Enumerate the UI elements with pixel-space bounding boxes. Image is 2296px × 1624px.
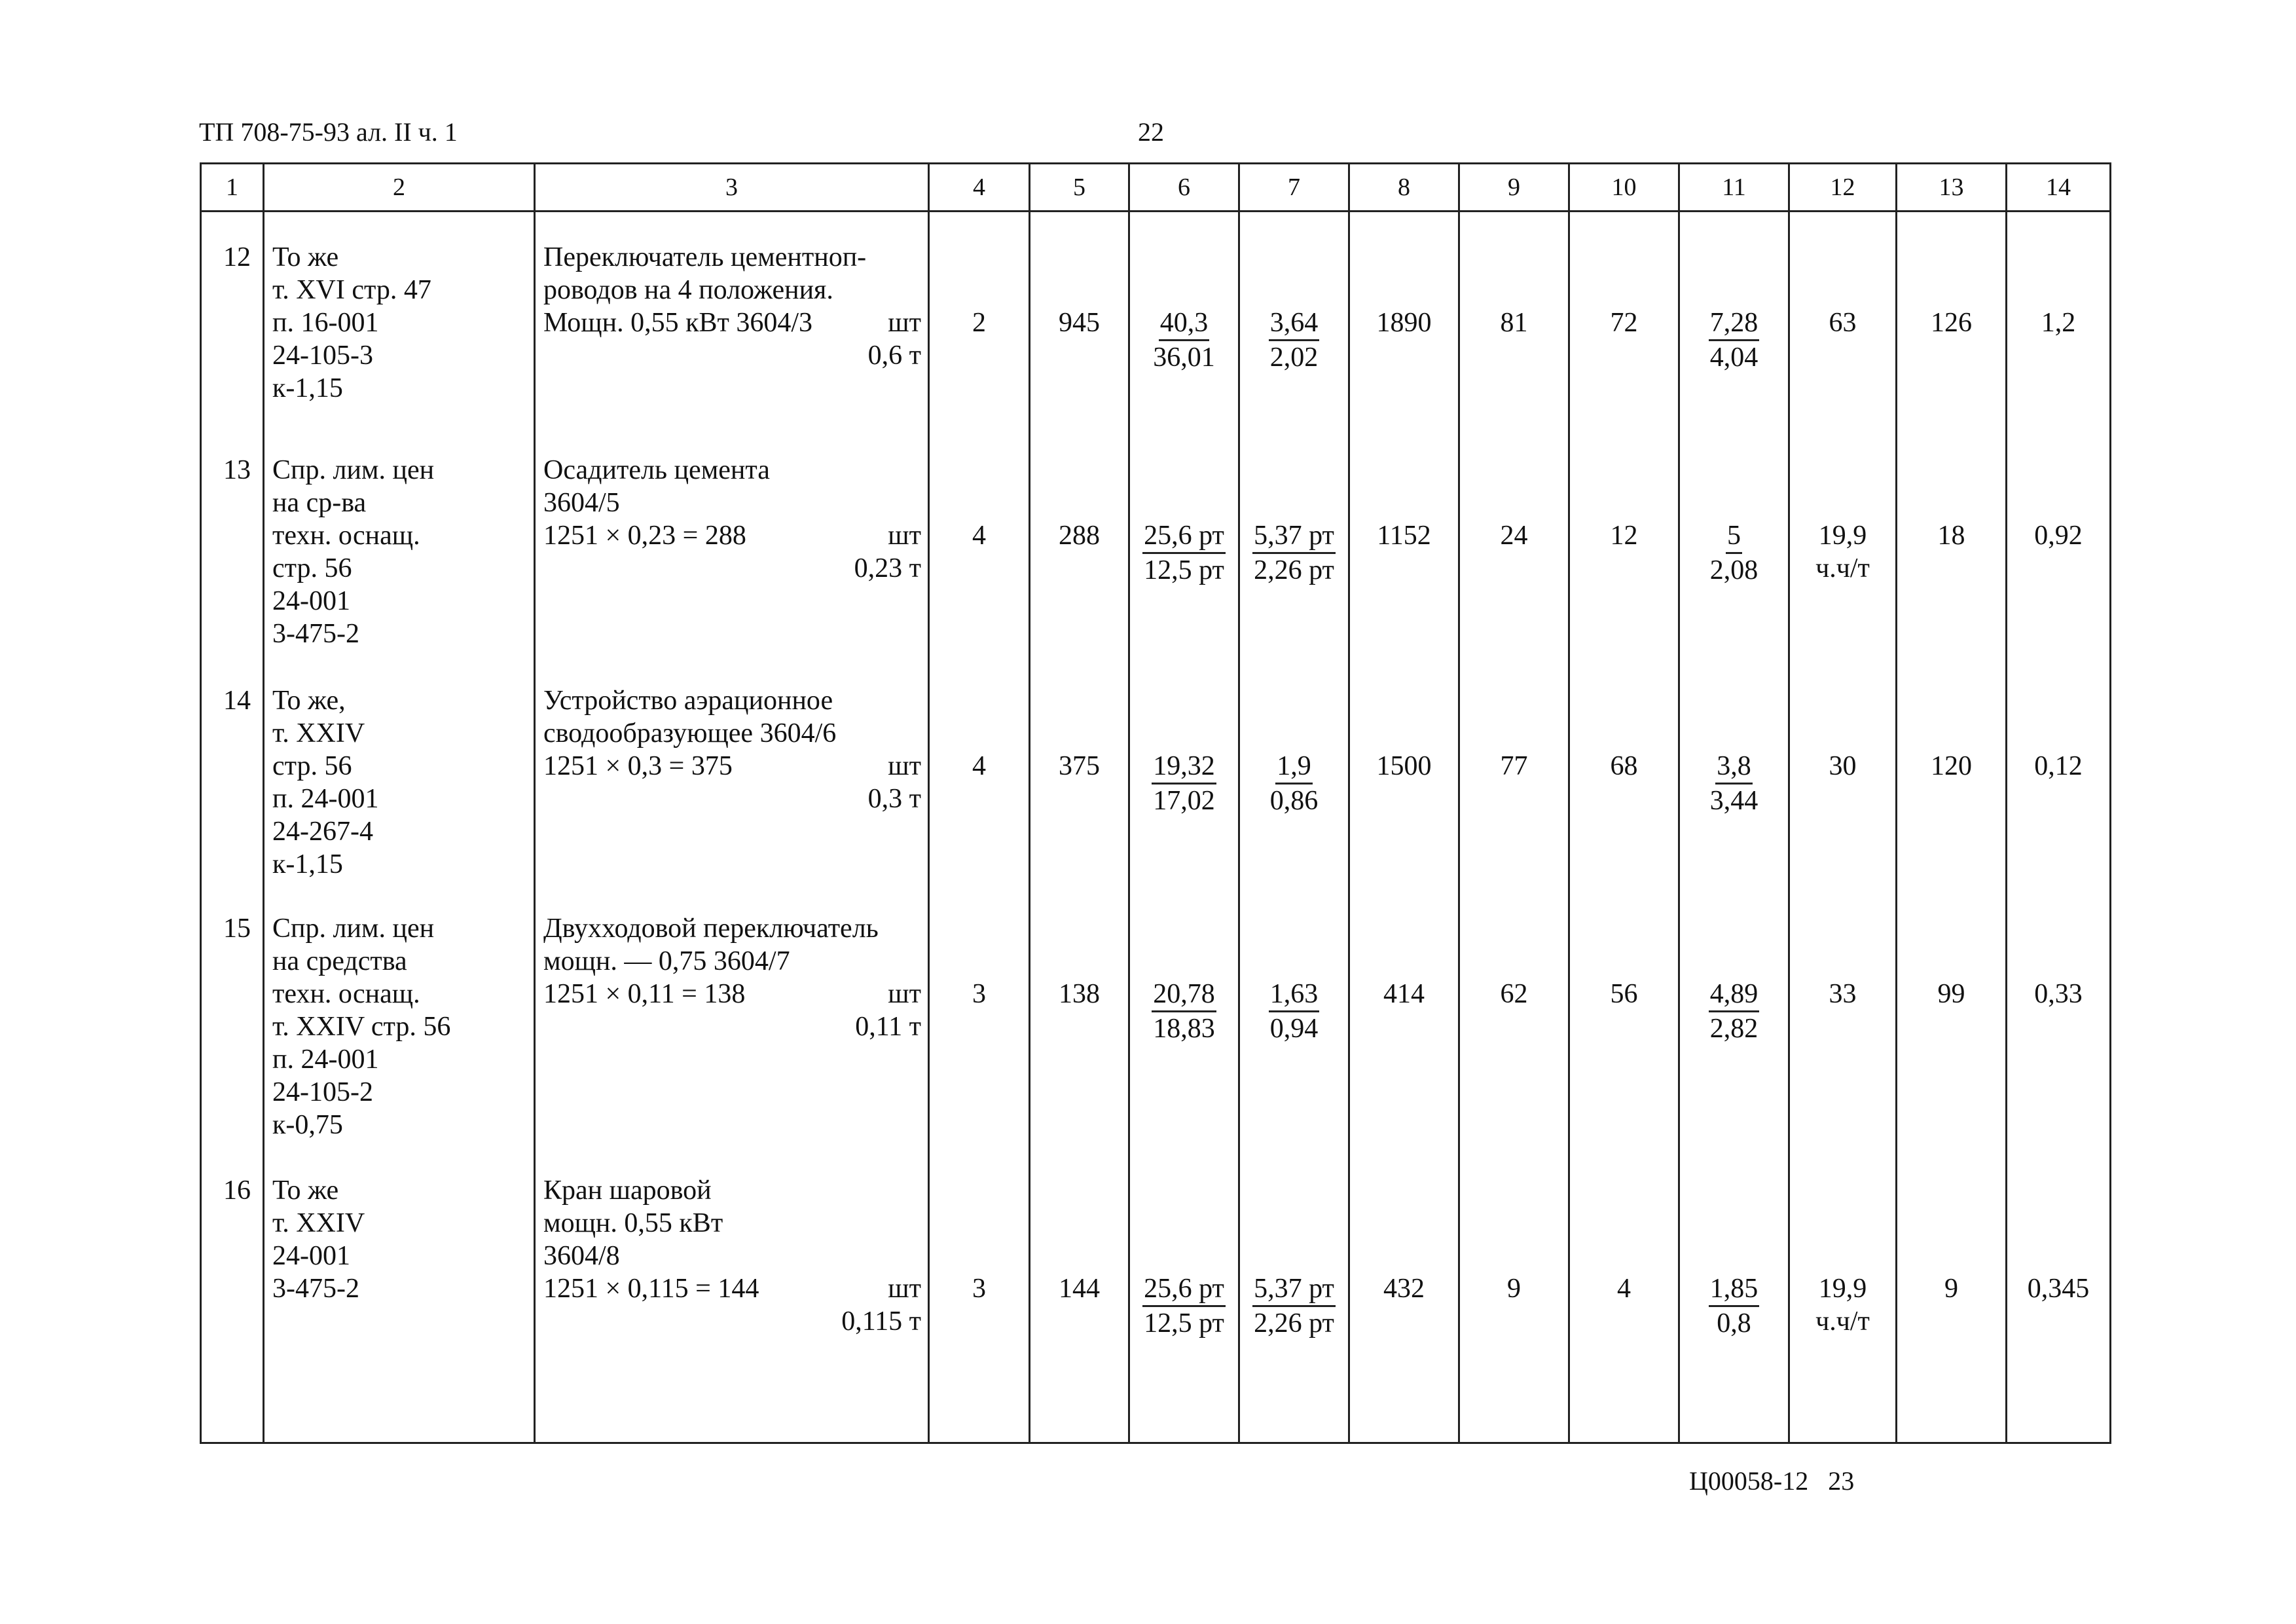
source-line: к-1,15 [272,373,343,403]
cell-col-5: 144 [1030,1160,1129,1443]
labor-unit: ч.ч/т [1815,553,1870,583]
cell-col-5: 138 [1030,898,1129,1160]
fraction-denominator: 2,08 [1709,555,1758,585]
source-line: на средства [272,946,407,976]
column-header-2: 2 [264,164,535,212]
cell-source [264,670,535,898]
fraction [1252,519,1336,587]
source-line: т. XVI стр. 47 [272,275,431,305]
fraction-numerator: 20,78 [1152,978,1216,1012]
cell-col-6 [1129,898,1239,1160]
quantity-line [543,306,921,339]
fraction [1142,1272,1226,1340]
description-line: мощн. 0,55 кВт [543,1208,723,1238]
cell-col-9: 9 [1459,1160,1569,1443]
source-line: 24-105-3 [272,341,373,371]
footer-page-number: 23 [1828,1466,1855,1496]
cell-row-number: 13 [201,439,264,670]
description-line: Двухходовой переключатель [543,913,879,944]
cell-col-7 [1239,670,1349,898]
labor-value [1829,978,1857,1010]
fraction-denominator: 12,5 рт [1144,1308,1224,1338]
source-line: к-1,15 [272,849,343,879]
cell-col-6 [1129,439,1239,670]
quantity-line [543,750,921,783]
source-line: То же [272,242,339,272]
cell-col-11 [1679,1160,1789,1443]
quantity-formula: 1251 × 0,11 = 138 [543,978,746,1009]
fraction-denominator: 2,82 [1709,1013,1758,1044]
fraction-denominator: 36,01 [1153,342,1215,373]
cell-col-11 [1679,898,1789,1160]
quantity-formula: Мощн. 0,55 кВт 3604/3 [543,308,813,338]
source-line: п. 24-001 [272,1044,379,1075]
cell-col-7 [1239,439,1349,670]
column-header-14: 14 [2007,164,2111,212]
description-line: мощн. — 0,75 3604/7 [543,946,790,976]
fraction [1709,978,1760,1045]
source-line: т. XXIV стр. 56 [272,1011,451,1042]
source-line: стр. 56 [272,553,352,583]
cell-col-4: 4 [929,670,1030,898]
cell-col-4: 3 [929,898,1030,1160]
source-line: 24-001 [272,585,350,616]
cell-source [264,898,535,1160]
cell-col-6 [1129,670,1239,898]
column-header-12: 12 [1789,164,1897,212]
cell-col-10: 68 [1569,670,1679,898]
description-line: Переключатель цементноп- [543,242,867,272]
cell-col-13: 99 [1897,898,2007,1160]
cell-col-11 [1679,670,1789,898]
source-line: т. XXIV [272,718,365,748]
source-line: 24-001 [272,1240,350,1271]
fraction-denominator: 3,44 [1709,785,1758,816]
source-line: То же [272,1175,339,1206]
cell-col-8: 1500 [1349,670,1459,898]
fraction-numerator: 1,63 [1269,978,1320,1012]
column-header-5: 5 [1030,164,1129,212]
cell-col-7 [1239,898,1349,1160]
unit-label: шт [888,750,921,781]
column-header-6: 6 [1129,164,1239,212]
source-line: на ср-ва [272,487,367,518]
cell-col-4: 2 [929,212,1030,439]
source-line: То же, [272,685,346,716]
fraction-numerator: 5,37 рт [1252,1272,1336,1307]
fraction [1709,519,1760,587]
cell-col-8: 1890 [1349,212,1459,439]
quantity-formula: 1251 × 0,3 = 375 [543,750,733,781]
labor-number: 63 [1829,308,1857,338]
fraction-denominator: 0,8 [1717,1308,1751,1338]
cell-col-5: 288 [1030,439,1129,670]
cell-col-13: 18 [1897,439,2007,670]
fraction-denominator: 12,5 рт [1144,555,1224,585]
column-header-11: 11 [1679,164,1789,212]
column-header-4: 4 [929,164,1030,212]
labor-number: 19,9 [1818,520,1867,551]
cell-col-8: 432 [1349,1160,1459,1443]
unit-label: шт [888,308,921,338]
cell-col-9: 24 [1459,439,1569,670]
cell-col-10: 72 [1569,212,1679,439]
unit-label: шт [888,520,921,551]
fraction-numerator: 5 [1726,519,1742,554]
cell-col-13: 9 [1897,1160,2007,1443]
description-line: 3604/8 [543,1240,620,1271]
fraction-denominator: 0,94 [1269,1013,1319,1044]
cell-col-12 [1789,439,1897,670]
fraction [1269,750,1320,817]
source-line: 24-267-4 [272,816,373,847]
labor-number: 30 [1829,750,1857,781]
cell-col-4: 4 [929,439,1030,670]
cell-col-9: 81 [1459,212,1569,439]
cell-description [535,670,929,898]
labor-value [1815,519,1870,585]
page-number: 22 [1138,117,1164,147]
column-header-13: 13 [1897,164,2007,212]
description-line: роводов на 4 положения. [543,275,833,305]
source-line: стр. 56 [272,750,352,781]
description-line: Кран шаровой [543,1175,712,1206]
table-row [201,212,2111,439]
cell-col-10: 12 [1569,439,1679,670]
column-header-8: 8 [1349,164,1459,212]
cell-col-11 [1679,439,1789,670]
fraction-denominator: 17,02 [1153,785,1215,816]
cell-col-7 [1239,1160,1349,1443]
cell-col-6 [1129,212,1239,439]
fraction-numerator: 3,64 [1269,306,1320,341]
source-line: 3-475-2 [272,618,359,649]
source-line: 24-105-2 [272,1077,373,1107]
fraction-numerator: 3,8 [1715,750,1753,784]
fraction-numerator: 1,85 [1709,1272,1760,1307]
column-header-row [201,164,2111,212]
cell-row-number: 15 [201,898,264,1160]
source-line: Спр. лим. цен [272,454,435,485]
cell-source [264,1160,535,1443]
fraction-denominator: 2,02 [1269,342,1319,373]
column-header-1: 1 [201,164,264,212]
column-header-9: 9 [1459,164,1569,212]
fraction [1142,519,1226,587]
cell-col-13: 126 [1897,212,2007,439]
column-header-3: 3 [535,164,929,212]
estimate-table [200,162,2111,1444]
labor-value [1815,1272,1870,1338]
fraction [1152,750,1216,817]
fraction [1709,306,1760,374]
cell-description [535,439,929,670]
fraction [1252,1272,1336,1340]
fraction-numerator: 1,9 [1275,750,1313,784]
table-row [201,670,2111,898]
cell-col-12 [1789,898,1897,1160]
labor-number: 19,9 [1818,1273,1867,1304]
footer-doc-code: Ц00058-12 [1689,1466,1809,1496]
fraction [1709,750,1760,817]
description-line: сводообразующее 3604/6 [543,718,837,748]
cell-col-4: 3 [929,1160,1030,1443]
unit-label: шт [888,1273,921,1304]
weight-value: 0,3 т [867,783,921,814]
cell-col-5: 945 [1030,212,1129,439]
cell-col-9: 77 [1459,670,1569,898]
fraction-denominator: 2,26 рт [1254,555,1334,585]
cell-col-14: 0,92 [2007,439,2111,670]
fraction [1709,1272,1760,1340]
cell-col-8: 414 [1349,898,1459,1160]
fraction-numerator: 19,32 [1152,750,1216,784]
column-header-10: 10 [1569,164,1679,212]
source-line: п. 24-001 [272,783,379,814]
quantity-formula: 1251 × 0,23 = 288 [543,520,746,551]
fraction [1152,306,1216,374]
table-row [201,439,2111,670]
fraction-numerator: 40,3 [1159,306,1210,341]
cell-col-14: 0,33 [2007,898,2111,1160]
unit-label: шт [888,978,921,1009]
fraction-numerator: 5,37 рт [1252,519,1336,554]
document-code: ТП 708-75-93 ал. II ч. 1 [199,117,458,147]
cell-col-8: 1152 [1349,439,1459,670]
weight-value: 0,115 т [841,1306,921,1337]
weight-value: 0,11 т [855,1011,921,1042]
cell-col-14: 0,345 [2007,1160,2111,1443]
cell-col-9: 62 [1459,898,1569,1160]
cell-col-14: 1,2 [2007,212,2111,439]
cell-col-10: 56 [1569,898,1679,1160]
fraction-denominator: 2,26 рт [1254,1308,1334,1338]
source-line: техн. оснащ. [272,520,420,551]
quantity-formula: 1251 × 0,115 = 144 [543,1273,759,1304]
cell-col-12 [1789,670,1897,898]
fraction-denominator: 4,04 [1709,342,1758,373]
weight-value: 0,6 т [867,341,921,371]
description-line: Устройство аэрационное [543,685,833,716]
fraction [1269,978,1320,1045]
cell-description [535,1160,929,1443]
fraction-numerator: 4,89 [1709,978,1760,1012]
cell-col-13: 120 [1897,670,2007,898]
cell-col-14: 0,12 [2007,670,2111,898]
fraction [1152,978,1216,1045]
table-row [201,1160,2111,1443]
cell-col-7 [1239,212,1349,439]
cell-source [264,439,535,670]
quantity-line [543,978,921,1010]
description-line: Осадитель цемента [543,454,770,485]
cell-col-5: 375 [1030,670,1129,898]
cell-col-10: 4 [1569,1160,1679,1443]
footer-code [1689,1466,1854,1496]
source-line: п. 16-001 [272,308,379,338]
labor-unit: ч.ч/т [1815,1306,1870,1337]
cell-row-number: 12 [201,212,264,439]
cell-description [535,212,929,439]
labor-value [1829,306,1857,339]
quantity-line [543,519,921,552]
cell-row-number: 16 [201,1160,264,1443]
fraction-denominator: 0,86 [1269,785,1319,816]
labor-number: 33 [1829,978,1857,1009]
fraction-numerator: 25,6 рт [1142,1272,1226,1307]
cell-description [535,898,929,1160]
fraction-denominator: 18,83 [1153,1013,1215,1044]
cell-row-number: 14 [201,670,264,898]
cell-col-12 [1789,1160,1897,1443]
cell-col-12 [1789,212,1897,439]
fraction-numerator: 25,6 рт [1142,519,1226,554]
description-line: 3604/5 [543,487,620,518]
source-line: т. XXIV [272,1208,365,1238]
labor-value [1829,750,1857,783]
source-line: техн. оснащ. [272,978,420,1009]
cell-col-11 [1679,212,1789,439]
source-line: 3-475-2 [272,1273,359,1304]
table-row [201,898,2111,1160]
fraction-numerator: 7,28 [1709,306,1760,341]
fraction [1269,306,1320,374]
column-header-7: 7 [1239,164,1349,212]
cell-source [264,212,535,439]
quantity-line [543,1272,921,1305]
source-line: к-0,75 [272,1109,343,1140]
weight-value: 0,23 т [854,553,921,583]
source-line: Спр. лим. цен [272,913,435,944]
cell-col-6 [1129,1160,1239,1443]
